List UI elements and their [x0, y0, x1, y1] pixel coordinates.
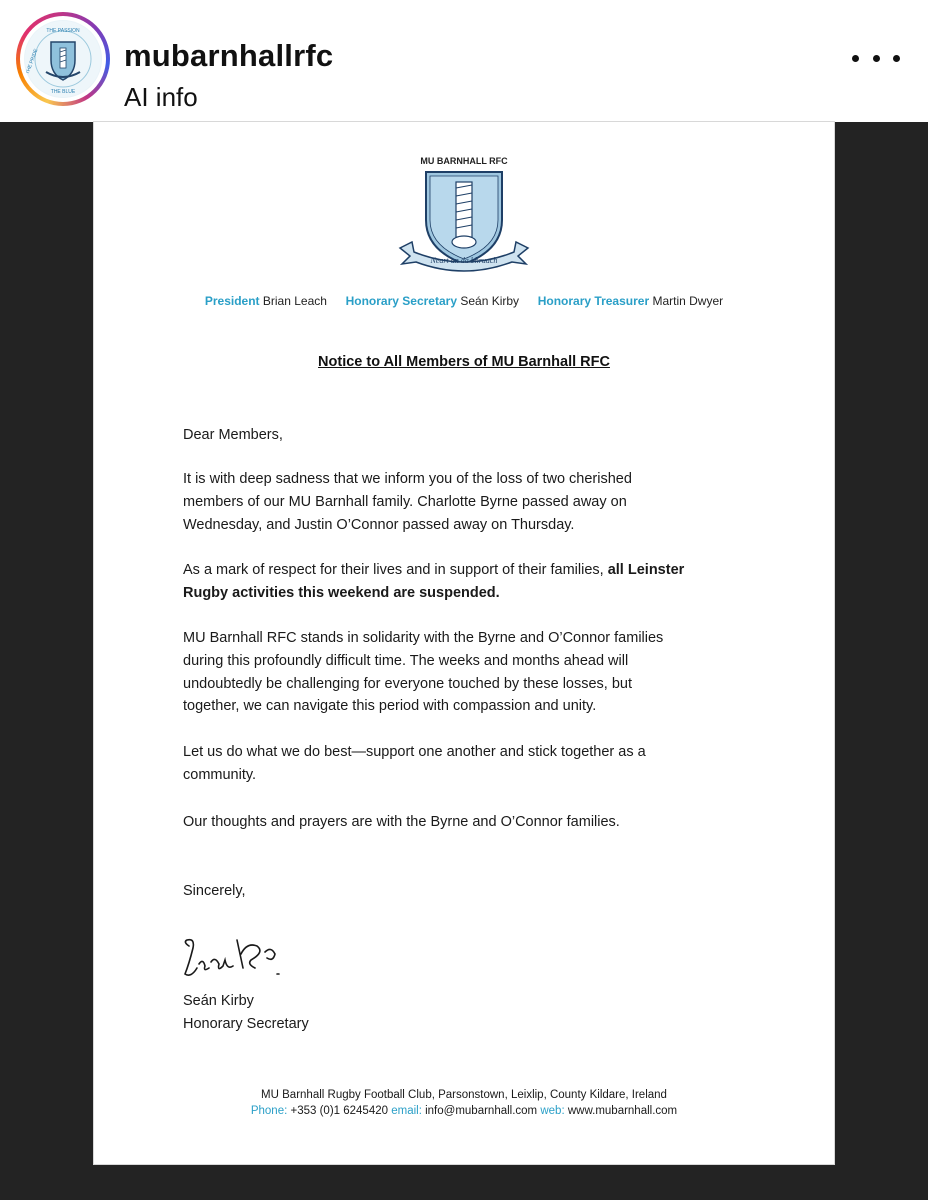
post-header	[0, 0, 928, 122]
officer-role: Honorary Treasurer	[537, 294, 650, 308]
svg-text:THE BLUE: THE BLUE	[50, 89, 76, 95]
closing: Sincerely,	[183, 883, 246, 899]
officer-name: Martin Dwyer	[652, 294, 724, 308]
notice-title: Notice to All Members of MU Barnhall RFC	[318, 354, 610, 370]
svg-text:THE PASSION: THE PASSION	[46, 28, 80, 34]
officer-name: Seán Kirby	[460, 294, 520, 308]
ai-info-label[interactable]: AI info	[124, 82, 198, 112]
paragraph-1: It is with deep sadness that we inform you of the loss of two cherished members of our MU Barnhall family. Charlotte Byrne passed away on Wednesday, and Justin O’Connor passed away on Thursday.	[183, 471, 632, 533]
officer-name: Brian Leach	[262, 294, 327, 308]
footer-address: MU Barnhall Rugby Football Club, Parsonstown, Leixlip, County Kildare, Ireland	[261, 1089, 667, 1101]
more-dot-icon	[873, 55, 880, 62]
crest-title: MU BARNHALL RFC	[420, 156, 508, 166]
club-crest-icon	[396, 168, 532, 274]
officer-role: Honorary Secretary	[345, 294, 457, 308]
salutation: Dear Members,	[183, 427, 283, 443]
handwritten-signature	[181, 934, 301, 982]
footer-contacts: Phone: +353 (0)1 6245420 email: info@mubarnhall.com web: www.mubarnhall.com	[250, 1105, 678, 1117]
story-ring[interactable]	[16, 12, 110, 106]
club-crest-icon	[24, 20, 102, 98]
paragraph-2: As a mark of respect for their lives and in support of their families, all Leinster Rugby activities this weekend are suspended.	[183, 562, 685, 601]
post-image[interactable]	[0, 122, 928, 1200]
paragraph-3: MU Barnhall RFC stands in solidarity with the Byrne and O’Connor families during this profoundly difficult time. The weeks and months ahead will undoubtedly be challenging for everyone touched by these losses, but together, we can navigate this period with compassion and unity.	[183, 630, 664, 715]
username-link[interactable]: mubarnhallrfc	[124, 38, 334, 73]
avatar[interactable]	[24, 20, 102, 98]
more-dot-icon	[852, 55, 859, 62]
paragraph-4: Let us do what we do best—support one another and stick together as a community.	[183, 744, 646, 783]
svg-text:Neart an dá bhruach: Neart an dá bhruach	[430, 256, 498, 265]
svg-text:THE PRIDE: THE PRIDE	[24, 48, 40, 76]
more-dot-icon	[893, 55, 900, 62]
officer-role: President	[204, 294, 260, 308]
signer-block: Seán Kirby Honorary Secretary	[183, 993, 309, 1032]
more-options-button[interactable]	[852, 40, 900, 76]
paragraph-5: Our thoughts and prayers are with the Byrne and O’Connor families.	[183, 814, 620, 830]
letter-page	[94, 122, 834, 1164]
officers-line	[94, 294, 834, 308]
